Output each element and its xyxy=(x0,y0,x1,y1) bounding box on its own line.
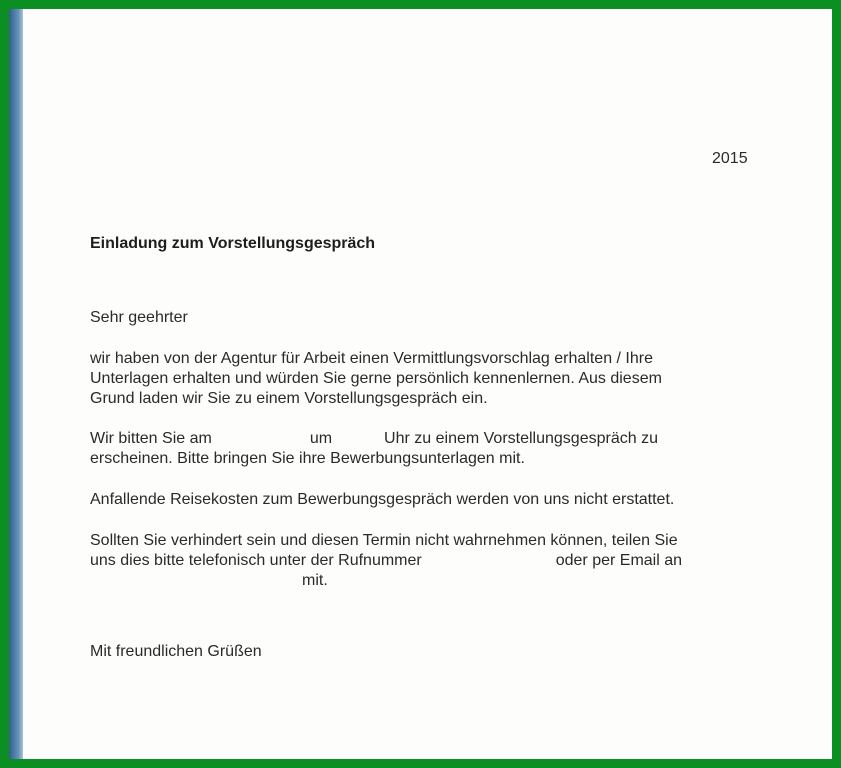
paragraph-line: wir haben von der Agentur für Arbeit einen Vermittlungsvorschlag erhalten / Ihre xyxy=(90,350,653,367)
paragraph-travel-costs xyxy=(90,490,674,510)
email-prefix: oder per Email an xyxy=(555,552,683,569)
paragraph-line xyxy=(90,429,658,449)
paragraph-agency-referral xyxy=(90,349,662,409)
phone-prefix: uns dies bitte telefonisch unter der Rufnummer xyxy=(90,552,422,569)
letter-date: 2015 xyxy=(712,150,748,167)
paragraph-line xyxy=(90,551,682,571)
appointment-time-prefix: um xyxy=(309,430,333,447)
paragraph-line: Unterlagen erhalten und würden Sie gerne persönlich kennenlernen. Aus diesem xyxy=(90,370,662,387)
paragraph-line: Grund laden wir Sie zu einem Vorstellungsgespräch ein. xyxy=(90,390,488,407)
email-suffix: mit. xyxy=(302,572,328,589)
letter-page xyxy=(23,9,832,759)
letter-subject: Einladung zum Vorstellungsgespräch xyxy=(90,235,376,252)
paragraph-line: erscheinen. Bitte bringen Sie ihre Bewerbungsunterlagen mit. xyxy=(90,450,525,467)
paragraph-line: Sollten Sie verhindert sein und diesen Termin nicht wahrnehmen können, teilen Sie xyxy=(90,532,678,549)
appointment-date-prefix: Wir bitten Sie am xyxy=(90,430,212,447)
paragraph-line: Anfallende Reisekosten zum Bewerbungsgespräch werden von uns nicht erstattet. xyxy=(90,491,675,508)
letter-closing: Mit freundlichen Grüßen xyxy=(90,643,262,660)
paragraph-line xyxy=(90,571,682,591)
paragraph-appointment xyxy=(90,429,658,469)
appointment-suffix: Uhr zu einem Vorstellungsgespräch zu xyxy=(384,430,658,447)
scan-edge-shadow xyxy=(9,9,23,759)
paragraph-cancellation xyxy=(90,531,682,591)
letter-salutation: Sehr geehrter xyxy=(90,309,188,326)
